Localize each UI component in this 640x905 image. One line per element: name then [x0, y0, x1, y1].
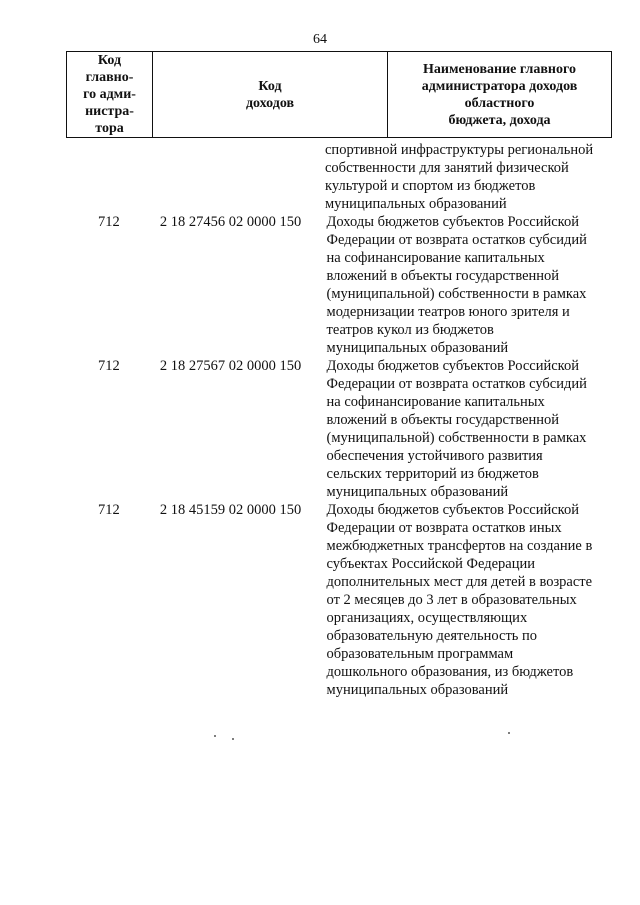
table-row: [66, 501, 612, 699]
income-name: Доходы бюджетов субъектов Российской Федерации от возврата остатков субсидий на софинансирование капитальных вложений в объекты государственной (муниципальной) собственности в рамках модернизации театров юного зрителя и театров кукол из бюджетов муниципальных образований: [326, 214, 587, 356]
income-name: Доходы бюджетов субъектов Российской Федерации от возврата остатков субсидий на софинансирование капитальных вложений в объекты государственной (муниципальной) собственности в рамках обеспечения устойчивого развития сельских территорий из бюджетов муниципальных образований: [326, 358, 587, 500]
header-admin-code-label: Код главно- го адми- нистра- тора: [83, 53, 136, 136]
table-body: [66, 141, 612, 699]
income-name: Доходы бюджетов субъектов Российской Федерации от возврата остатков иных межбюджетных трансфертов на создание в субъектах Российской Федерации дополнительных мест для детей в возрасте от 2 месяцев до 3 лет в образовательных организациях, осуществляющих образовательную деятельность по образовательным программам дошкольного образования, из бюджетов муниципальных образований: [326, 502, 593, 698]
scan-speck: [508, 732, 510, 734]
table-row: [66, 357, 612, 501]
header-name-label: Наименование главного администратора доходов областного бюджета, дохода: [421, 61, 578, 128]
table-header: [66, 51, 612, 138]
table-row: [66, 213, 612, 357]
income-code: 2 18 45159 02 0000 150: [159, 502, 302, 518]
continuation-text: спортивной инфраструктуры региональной собственности для занятий физической культурой и спортом из бюджетов муниципальных образований: [325, 142, 594, 212]
admin-code: 712: [98, 502, 120, 518]
header-income-code: [153, 52, 388, 137]
admin-code: 712: [98, 214, 120, 230]
income-code: 2 18 27456 02 0000 150: [159, 214, 302, 230]
header-name: [388, 52, 611, 137]
admin-code: 712: [98, 358, 120, 374]
scan-speck: [232, 738, 234, 740]
scan-speck: [214, 735, 216, 737]
header-admin-code: [67, 52, 153, 137]
page-number: 64: [313, 32, 327, 47]
income-code: 2 18 27567 02 0000 150: [159, 358, 302, 374]
header-income-code-label: Код доходов: [245, 78, 295, 111]
